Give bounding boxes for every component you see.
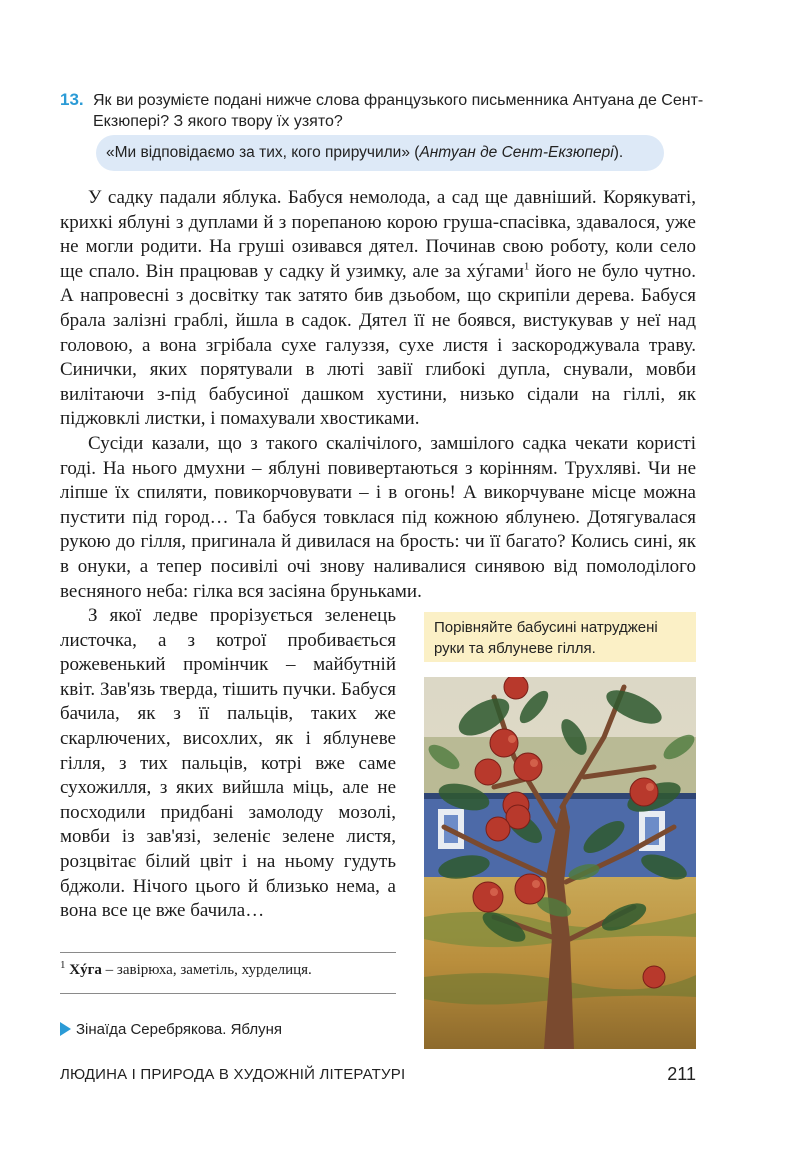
footnote-term: Хýга <box>69 962 102 978</box>
footnote <box>60 960 396 980</box>
task-number: 13. <box>60 90 84 109</box>
footnote-rule-bottom <box>60 993 396 994</box>
column-text <box>60 604 396 924</box>
paragraph-1 <box>60 186 696 432</box>
page-number: 211 <box>667 1064 696 1084</box>
apple-tree-painting <box>424 677 696 1049</box>
quote-end: ). <box>613 144 624 161</box>
paragraph-1-part-b: його не було чутно. А напровесні з досвітку так затято бив дзьобом, що скрипіли дерева. Бабуся брала залізні граблі, йшла в садок. Дятел її не боявся, вистукував у неї над головою, а вона згрібала сухе галуззя, сухе листя і заскороджувала траву. Синички, яких порятували в люті завії глибокі дупла, снували, мовби вилітаючи з-під бабусиної дашком хустини, низько сідали на гіллі, як піджовклі листки, і помахували хвостиками. <box>60 260 696 430</box>
painting-caption <box>60 1021 282 1038</box>
quote-box <box>96 135 664 171</box>
paragraph-2: Сусіди казали, що з такого скалічілого, замшілого садка чекати користі годі. На нього дмухни – яблуні повивертаються з корінням. Трухляві. Чи не ліпше їх спиляти, повикорчовувати – і в огонь! А викорчуване місце можна пустити під город… Та бабуся товклася під кожною яблунею. Дотягувалася рукою до гілля, пригинала й дивилася на брость: чи її багато? Колись сині, як в онуки, а тепер посивілі очі знову наливалися синявою від помолоділого весняного неба: гілка вся засіяна бруньками. <box>60 432 696 602</box>
footnote-rule-top <box>60 952 396 953</box>
quote-author: Антуан де Сент-Екзюпері <box>419 144 614 161</box>
triangle-marker-icon <box>60 1022 71 1036</box>
compare-note: Порівняйте бабусині натруджені руки та яблуневе гілля. <box>424 612 696 662</box>
quote-text: «Ми відповідаємо за тих, кого приручили» ( <box>106 144 420 161</box>
footnote-mark: 1 <box>60 959 66 971</box>
task-13 <box>60 90 710 132</box>
paragraph-3: З якої ледве прорізується зеленець листочка, а з котрої пробивається рожевенький промінчик – майбутній квіт. Зав'язь тверда, тішить пучки. Бабуся бачила, як з її пальців, таких же скарлючених, висохлих, як і яблуневе гілля, з тих пальців, котрі вже саме сухожилля, з яких вийшла міць, але не посходили придбані замолоду мозолі, мовби із зав'язі, зеленіє зелене листя, розцвітає білий цвіт і на ньому гудуть бджоли. Нічого цього й близько нема, а вона все це вже бачила… <box>60 605 396 922</box>
paragraph-1-part-a: У садку падали яблука. Бабуся немолода, а сад ще давніший. Корякуваті, крихкі яблуні з дуплами й з порепаною корою груша-спасівка, здавалося, уже не могли родити. На груші озивався дятел. Починав свою роботу, коли село ще спало. Він працював у садку й узимку, але за хýгами <box>60 187 696 282</box>
running-title: ЛЮДИНА І ПРИРОДА В ХУДОЖНІЙ ЛІТЕРАТУРІ <box>60 1066 406 1083</box>
footnote-definition: – завірюха, заметіль, хурделиця. <box>101 962 312 978</box>
footnote-ref: 1 <box>523 260 530 273</box>
main-text <box>60 186 696 604</box>
caption-text: Зінаїда Серебрякова. Яблуня <box>76 1021 282 1038</box>
task-question: Як ви розумієте подані нижче слова французького письменника Антуана де Сент-Екзюпері? З якого твору їх узято? <box>93 92 704 130</box>
